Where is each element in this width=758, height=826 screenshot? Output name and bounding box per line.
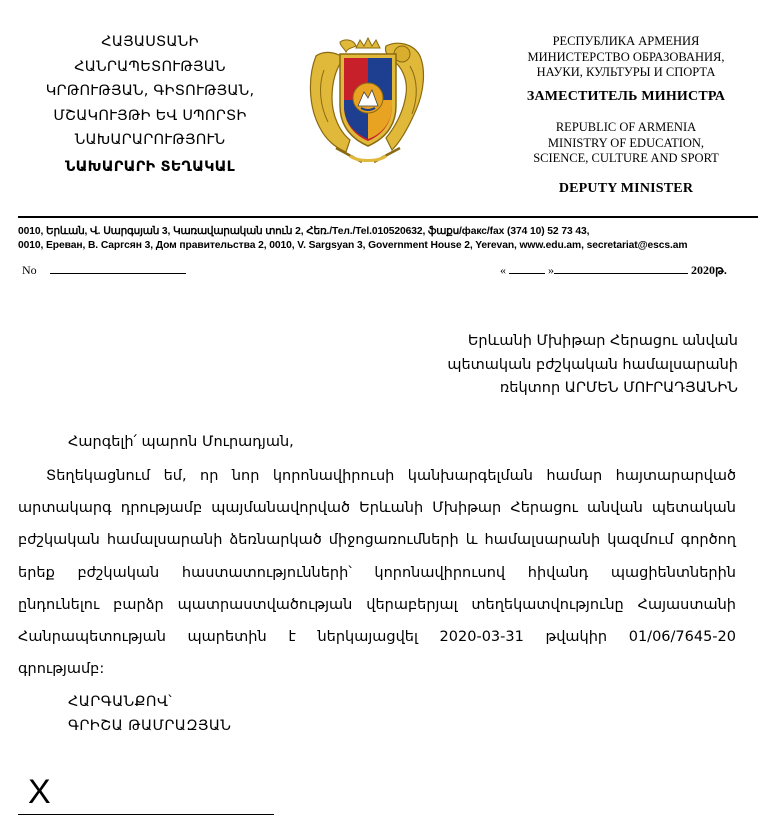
letterhead-russian-english [508,34,744,196]
day-blank [509,263,545,274]
date-open-quote: « [500,263,506,277]
armenian-line: ՄՇԱԿՈՒՅԹԻ ԵՎ ՍՊՈՐՏԻ [53,107,247,124]
recipient-block [447,330,738,401]
letterhead-armenian [10,30,290,179]
english-line: MINISTRY OF EDUCATION, [547,135,705,150]
recipient-line: ռեկտոր ԱՐՄԵՆ ՄՈՒՐԱԴՅԱՆԻՆ [499,380,738,396]
letter-body: Տեղեկացնում եմ, որ նոր կորոնավիրուսի կանխարգելման համար հայտարարված արտակարգ դրությամբ պայմանավորված Երևանի Մխիթար Հերացու անվան պետական բժշկական համալսարանի ձեռնարկած միջոցառումների և համալսարանի կազմում գործող երեք բժշկական հաստատությունների՝ կորոնավիրուսով հիվանդ պացիենտներին ընդունելու բարձր պատրաստվածության վերաբերյալ տեղեկատվությունը Հայաստանի Հանրապետության պարետին է ներկայացվել 2020-03-31 թվակիր 01/06/7645-20 գրությամբ: [18,468,736,678]
armenian-coat-of-arms-icon [306,36,430,166]
english-line: SCIENCE, CULTURE AND SPORT [533,151,719,165]
date-close-quote: » [548,263,554,277]
greeting: Հարգելի՛ պարոն Մուրադյան, [68,434,294,450]
address-line: 0010, Երևան, Վ. Սարգսյան 3, Կառավարական տուն 2, Հեռ./Тел./Tel.010520632, ֆաքս/факс/fax (374 10) 52 73 43, [18,226,590,237]
date-year: 2020թ. [691,263,727,277]
russian-line: НАУКИ, КУЛЬТУРЫ И СПОРТА [536,65,716,79]
armenian-line: ԿՐԹՈՒԹՅԱՆ, ԳԻՏՈՒԹՅԱՆ, [45,83,255,99]
number-blank [50,263,186,274]
number-label: No [22,263,37,277]
english-title: DEPUTY MINISTER [558,180,694,196]
address-line: 0010, Ереван, В. Саргсян 3, Дом правительства 2, 0010, V. Sargsyan 3, Government House 2, Yerevan, www.edu.am, secretariat@escs.am [18,240,688,251]
recipient-line: Երևանի Մխիթար Հերացու անվան [467,333,738,349]
english-line: REPUBLIC OF ARMENIA [555,120,697,134]
armenian-line: ՆԱԽԱՐԱՐՈՒԹՅՈՒՆ [74,132,226,148]
signature-block [68,690,231,738]
russian-line: МИНИСТЕРСТВО ОБРАЗОВАНИЯ, [527,49,725,64]
header-divider [18,216,758,218]
armenian-line: ՀԱՆՐԱՊԵՏՈՒԹՅԱՆ [74,58,226,75]
recipient-line: պետական բժշկական համալսարանի [447,356,738,373]
closing: ՀԱՐԳԱՆՔՈՎ՝ [68,694,173,710]
russian-line: РЕСПУБЛИКА АРМЕНИЯ [552,34,700,48]
month-blank [554,263,688,274]
document-number [22,263,186,278]
signatory-name: ԳՐԻՇԱ ԹԱՄՐԱԶՅԱՆ [68,718,232,734]
document-date [500,263,727,278]
armenian-title: ՆԱԽԱՐԱՐԻ ՏԵՂԱԿԱԼ [65,158,235,175]
russian-title: ЗАМЕСТИТЕЛЬ МИНИСТРА [526,88,726,104]
signature-mark: X [28,773,51,811]
signature-line [18,814,274,815]
address-block [18,225,758,253]
armenian-line: ՀԱՅԱՍՏԱՆԻ [101,34,199,50]
